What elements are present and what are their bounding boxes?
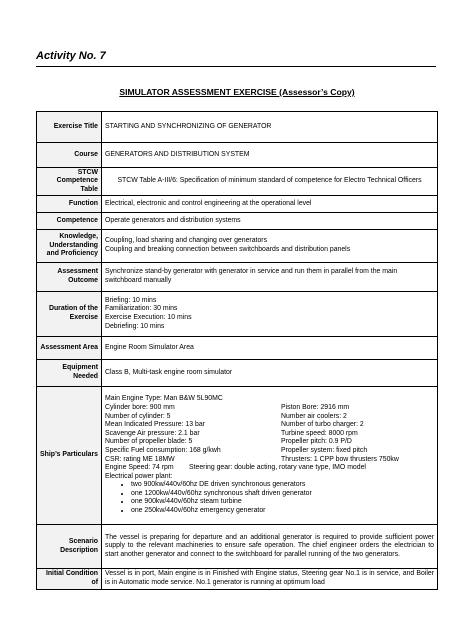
row-stcw — [37, 168, 438, 196]
row-exercise-title — [37, 112, 438, 143]
activity-number: Activity No. 7 — [36, 50, 106, 62]
duration-line: Debriefing: 10 mins — [105, 322, 165, 330]
ship-pair — [105, 447, 434, 456]
row-course — [37, 143, 438, 168]
ship-engine-type: Main Engine Type: Man B&W 5L90MC — [105, 395, 223, 403]
label-area: Assessment Area — [37, 337, 102, 360]
ship-engine-speed: Engine Speed: 74 rpm — [105, 464, 174, 472]
value-ship — [102, 387, 438, 525]
value-equipment: Class B, Multi-task engine room simulator — [102, 360, 438, 387]
label-course: Course — [37, 143, 102, 168]
knowledge-line: Coupling, load sharing and changing over generators — [105, 237, 268, 245]
value-course: GENERATORS AND DISTRIBUTION SYSTEM — [102, 143, 438, 168]
duration-line: Familiarization: 30 mins — [105, 305, 178, 313]
duration-line: Briefing: 10 mins — [105, 296, 157, 304]
ship-spec: Number of cylinder: 5 — [105, 412, 171, 420]
plant-item: • one 900kw/440v/60hz steam turbine — [131, 498, 434, 507]
knowledge-line: Coupling and breaking connection between switchboards and distribution panels — [105, 246, 351, 253]
ship-spec: CSR: rating ME 18MW — [105, 455, 175, 463]
ship-spec: Mean Indicated Pressure: 13 bar — [105, 421, 205, 429]
row-area — [37, 337, 438, 360]
duration-line: Exercise Execution: 10 mins — [105, 314, 192, 321]
header-divider — [36, 66, 436, 67]
label-outcome: Assessment Outcome — [37, 263, 102, 292]
ship-spec: Specific Fuel consumption: 168 g/kwh — [105, 446, 221, 454]
power-plant-list — [105, 481, 434, 515]
row-outcome — [37, 263, 438, 292]
ship-spec: Thrusters: 1 CPP bow thrusters 750kw — [281, 455, 399, 463]
value-area: Engine Room Simulator Area — [102, 337, 438, 360]
ship-spec: Turbine speed: 8000 rpm — [281, 429, 358, 437]
ship-spec: Number of propeller blade: 5 — [105, 438, 193, 446]
assessment-table — [36, 111, 438, 590]
row-function — [37, 196, 438, 213]
ship-spec: Number of turbo charger: 2 — [281, 421, 364, 429]
ship-spec: Propeller system: fixed pitch — [281, 446, 368, 454]
row-duration — [37, 292, 438, 337]
ship-spec: Piston Bore: 2916 mm — [281, 403, 350, 411]
ship-pair — [105, 438, 434, 447]
value-scenario: The vessel is preparing for departure and an additional generator is required to provide sufficient power supply to the relevant machineries to ensure safe operation. The chief engineer orders the electrician to start another generator and connect to the switchboard for parallel running of the two generators. — [102, 525, 438, 569]
ship-pair — [105, 413, 434, 422]
ship-spec: Propeller pitch: 0.9 P/D — [281, 438, 352, 446]
value-duration — [102, 292, 438, 337]
label-initial: Initial Condition of — [37, 569, 102, 590]
row-ship — [37, 387, 438, 525]
plant-item: • one 250kw/440v/60hz emergency generator — [131, 507, 434, 516]
label-competence: Competence — [37, 213, 102, 230]
ship-pair — [105, 421, 434, 430]
label-exercise-title: Exercise Title — [37, 112, 102, 143]
ship-spec: Number air coolers: 2 — [281, 412, 347, 420]
label-scenario: Scenario Description — [37, 525, 102, 569]
row-knowledge — [37, 230, 438, 263]
value-outcome: Synchronize stand-by generator with generator in service and run them in parallel from the main switchboard manually — [102, 263, 438, 292]
ship-pair — [105, 430, 434, 439]
label-duration: Duration of the Exercise — [37, 292, 102, 337]
label-stcw: STCW Competence Table — [37, 168, 102, 196]
label-function: Function — [37, 196, 102, 213]
value-knowledge — [102, 230, 438, 263]
ship-spec: Scavenge Air pressure: 2.1 bar — [105, 429, 200, 437]
ship-spec: Cylinder bore: 900 mm — [105, 403, 175, 411]
value-exercise-title: STARTING AND SYNCHRONIZING OF GENERATOR — [102, 112, 438, 143]
label-equipment: Equipment Needed — [37, 360, 102, 387]
ship-plant-heading: Electrical power plant: — [105, 472, 173, 480]
row-competence — [37, 213, 438, 230]
row-initial — [37, 569, 438, 590]
label-ship: Ship’s Particulars — [37, 387, 102, 525]
value-stcw: STCW Table A-III/6: Specification of minimum standard of competence for Electro Technical Officers — [102, 168, 438, 196]
value-function: Electrical, electronic and control engineering at the operational level — [102, 196, 438, 213]
ship-pair — [105, 456, 434, 465]
plant-item: • two 900kw/440v/60hz DE driven synchronous generators — [131, 481, 434, 490]
label-knowledge: Knowledge, Understanding and Proficiency — [37, 230, 102, 263]
ship-pair — [105, 404, 434, 413]
row-equipment — [37, 360, 438, 387]
ship-steering: Steering gear: double acting, rotary vane type, IMO model — [189, 464, 366, 472]
ship-pair — [105, 464, 434, 473]
value-initial: Vessel is in port, Main engine is in Finished with Engine status, Steering gear No.1 is in service, and Boiler is in Automatic mode service. No.1 generator is running at optimum load — [102, 569, 438, 590]
document-title: SIMULATOR ASSESSMENT EXERCISE (Assessor’s Copy) — [119, 87, 355, 97]
row-scenario — [37, 525, 438, 569]
plant-item: • one 1200kw/440v/60hz synchronous shaft driven generator — [131, 490, 434, 499]
value-competence: Operate generators and distribution systems — [102, 213, 438, 230]
